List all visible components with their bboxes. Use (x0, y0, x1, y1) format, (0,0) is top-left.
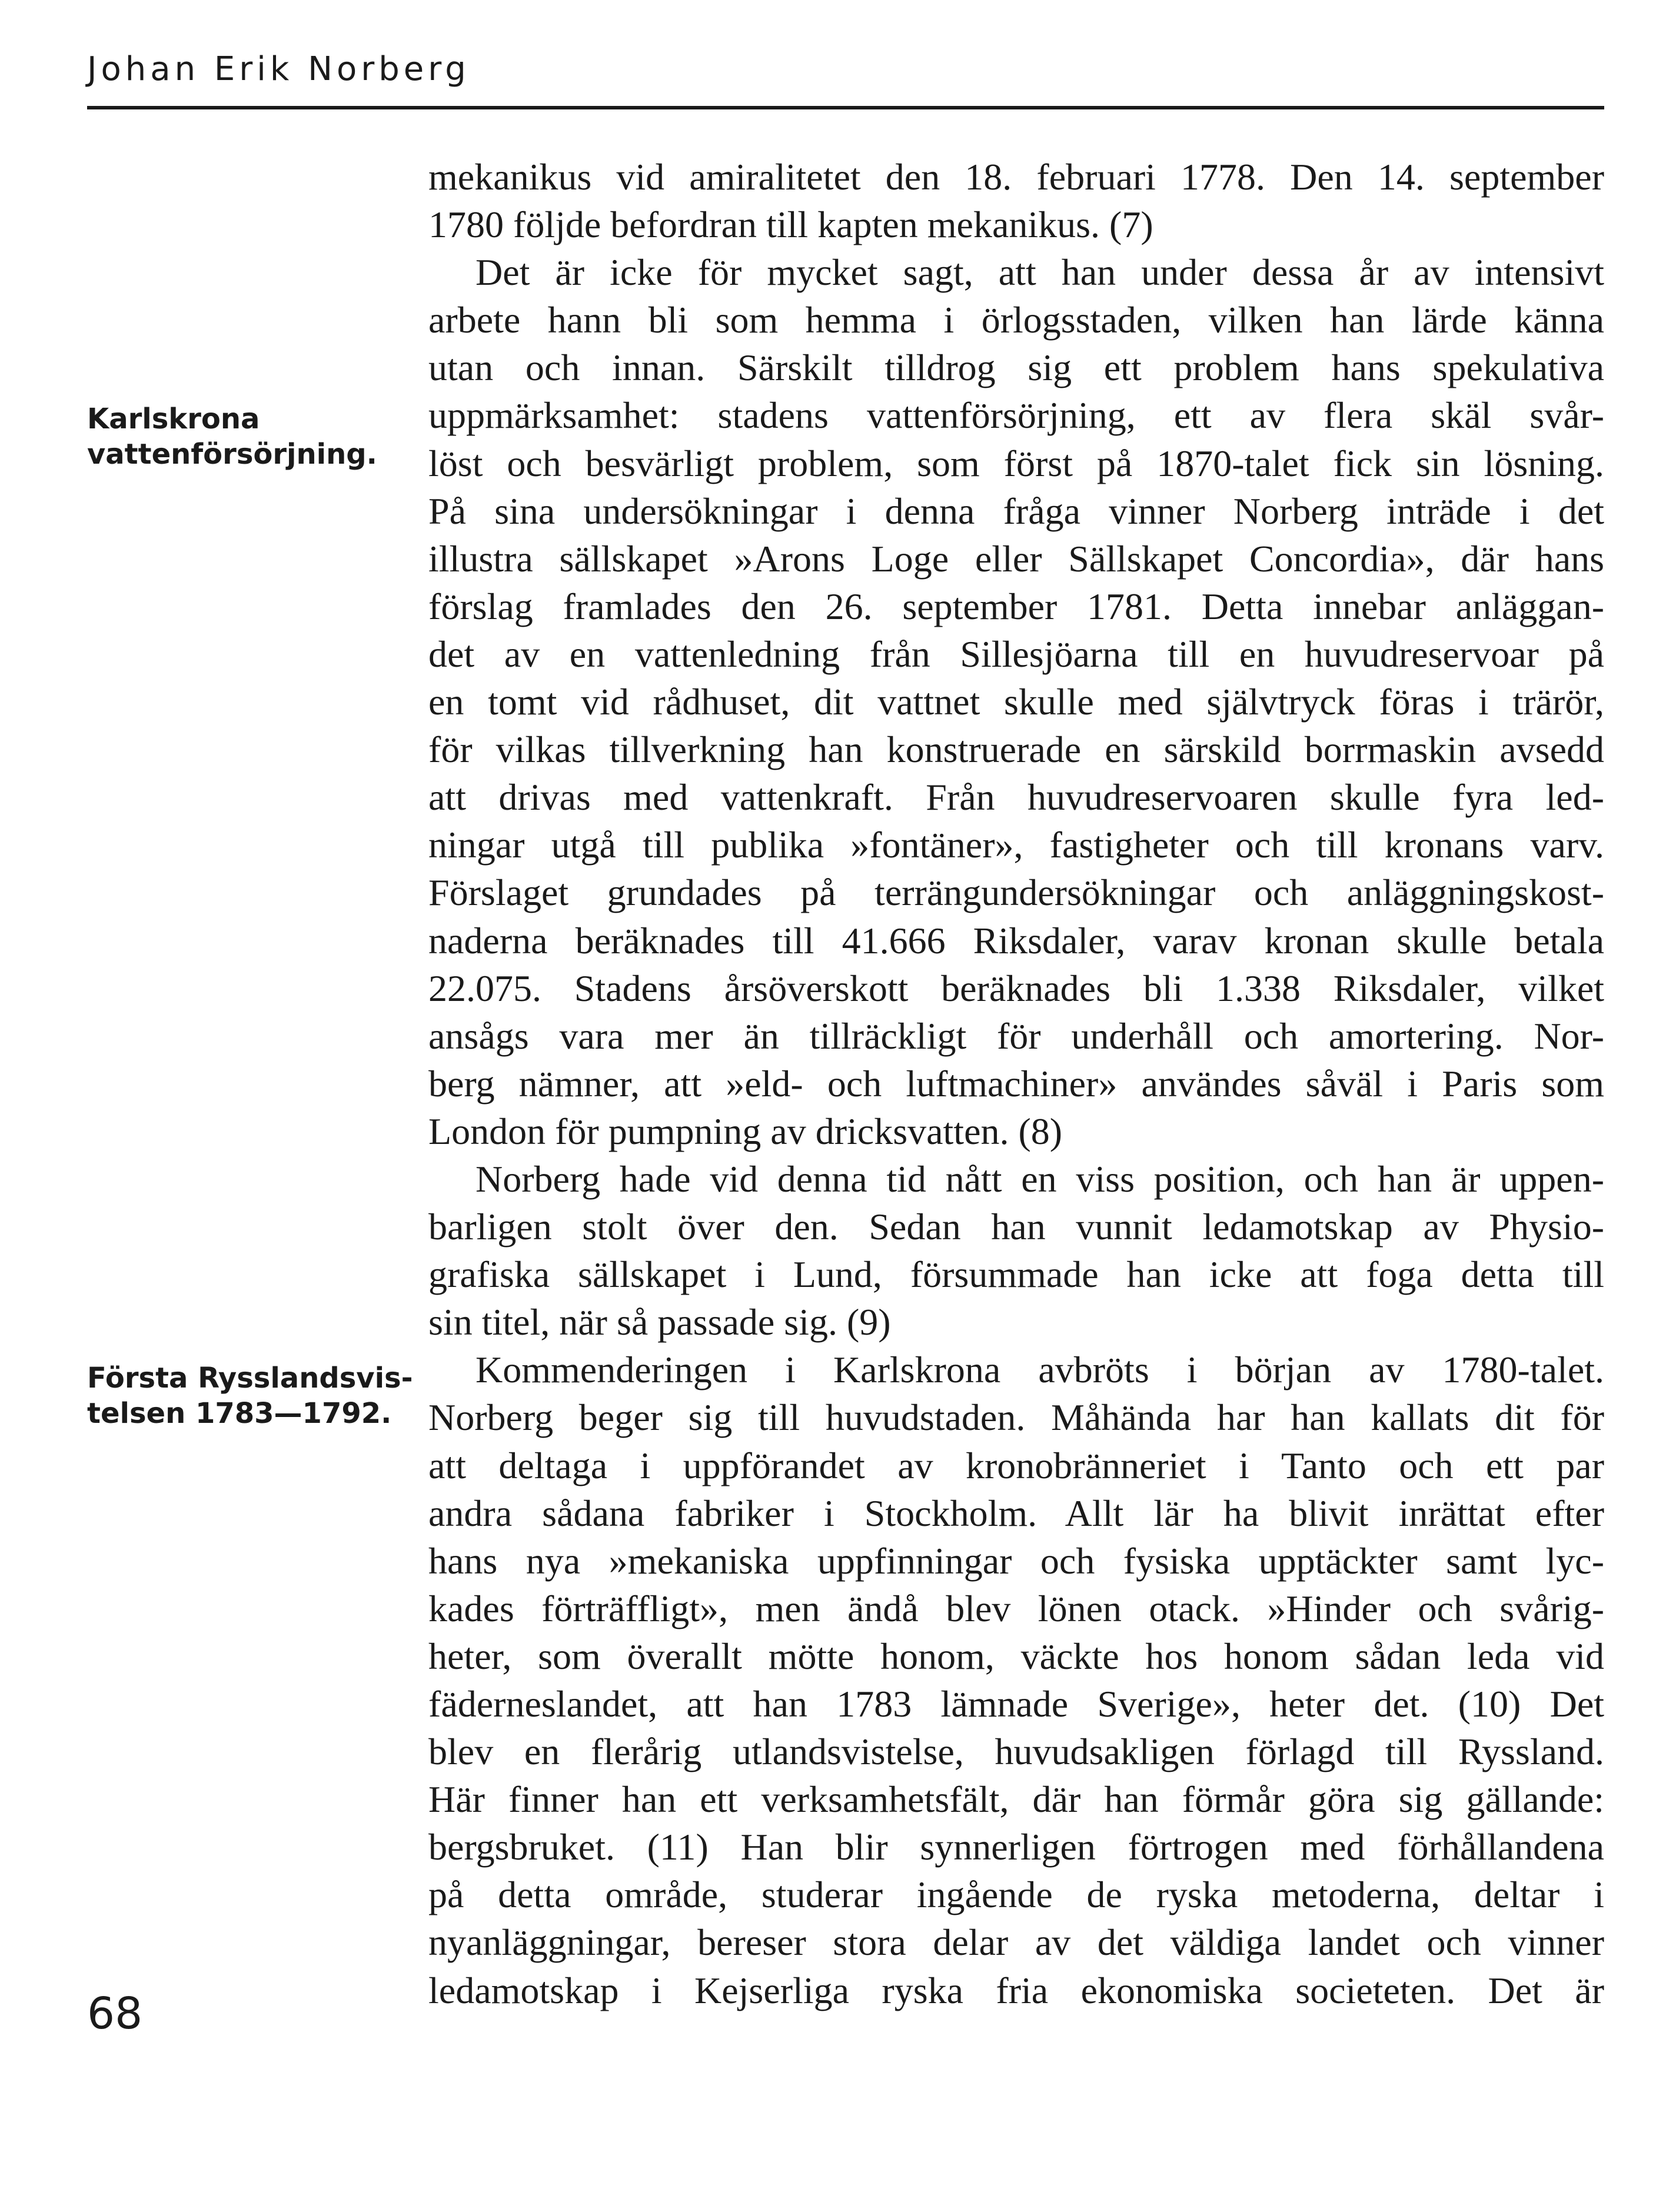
text-line: för vilkas tillverkning han konstruerade en särskild borrmaskin avsedd (428, 729, 1604, 771)
text-line: London för pumpning av dricksvatten. (8) (428, 1110, 1063, 1152)
margin-note-line: vattenförsörjning. (87, 438, 377, 471)
text-line: berg nämner, att »eld- och luftmachiner» användes såväl i Paris som (428, 1062, 1604, 1105)
text-line: andra sådana fabriker i Stockholm. Allt lär ha blivit inrättat efter (428, 1492, 1604, 1534)
body-text (428, 153, 1604, 2014)
page-number: 68 (87, 1988, 143, 2039)
text-line: ansågs vara mer än tillräckligt för underhåll och amortering. Nor- (428, 1014, 1604, 1057)
text-line: ningar utgå till publika »fontäner», fastigheter och till kronans varv. (428, 824, 1604, 866)
text-line: illustra sällskapet »Arons Loge eller Sällskapet Concordia», där hans (428, 537, 1604, 580)
margin-note-rysslandsvistelsen (87, 1361, 417, 1431)
text-line: uppmärksamhet: stadens vattenförsörjning, ett av flera skäl svår- (428, 394, 1604, 437)
text-line: mekanikus vid amiralitetet den 18. februari 1778. Den 14. september (428, 156, 1604, 198)
text-line: 1780 följde befordran till kapten mekanikus. (7) (428, 204, 1153, 246)
text-line: bergsbruket. (11) Han blir synnerligen förtrogen med förhållandena (428, 1826, 1604, 1868)
text-line: kades förträffligt», men ändå blev lönen otack. »Hinder och svårig- (428, 1587, 1604, 1629)
margin-note-line: Första Rysslandsvis- (87, 1362, 413, 1395)
text-line: naderna beräknades till 41.666 Riksdaler, varav kronan skulle betala (428, 919, 1604, 962)
text-line: att drivas med vattenkraft. Från huvudreservoaren skulle fyra led- (428, 776, 1604, 819)
margin-note-line: telsen 1783—1792. (87, 1397, 392, 1430)
text-line: nyanläggningar, bereser stora delar av det väldiga landet och vinner (428, 1921, 1604, 1964)
text-line: Det är icke för mycket sagt, att han under dessa år av intensivt (475, 251, 1604, 294)
running-title: Johan Erik Norberg (87, 50, 470, 88)
text-line: det av en vattenledning från Sillesjöarna till en huvudreservoar på (428, 633, 1604, 675)
text-line: Här finner han ett verksamhetsfält, där han förmår göra sig gällande: (428, 1778, 1604, 1821)
text-line: arbete hann bli som hemma i örlogsstaden, vilken han lärde känna (428, 299, 1604, 341)
text-line: att deltaga i uppförandet av kronobränneriet i Tanto och ett par (428, 1444, 1604, 1486)
text-line: grafiska sällskapet i Lund, försummade han icke att foga detta till (428, 1253, 1604, 1296)
text-line: blev en flerårig utlandsvistelse, huvudsakligen förlagd till Ryssland. (428, 1731, 1604, 1773)
text-line: utan och innan. Särskilt tilldrog sig ett problem hans spekulativa (428, 347, 1604, 389)
text-line: På sina undersökningar i denna fråga vinner Norberg inträde i det (428, 490, 1604, 532)
text-line: förslag framlades den 26. september 1781. Detta innebar anläggan- (428, 585, 1604, 627)
text-line: Kommenderingen i Karlskrona avbröts i början av 1780-talet. (475, 1349, 1604, 1391)
text-line: löst och besvärligt problem, som först på 1870-talet fick sin lösning. (428, 442, 1604, 484)
text-line: Norberg hade vid denna tid nått en viss position, och han är uppen- (475, 1157, 1604, 1200)
text-line: barligen stolt över den. Sedan han vunnit ledamotskap av Physio- (428, 1206, 1604, 1248)
text-line: en tomt vid rådhuset, dit vattnet skulle med självtryck föras i trärör, (428, 681, 1604, 723)
text-line: fäderneslandet, att han 1783 lämnade Sverige», heter det. (10) Det (428, 1683, 1604, 1725)
margin-note-karlskrona (87, 401, 417, 472)
text-line: Norberg beger sig till huvudstaden. Måhända har han kallats dit för (428, 1396, 1604, 1439)
text-line: på detta område, studerar ingående de ryska metoderna, deltar i (428, 1874, 1604, 1916)
text-line: sin titel, när så passade sig. (9) (428, 1301, 891, 1343)
text-line: hans nya »mekaniska uppfinningar och fysiska upptäckter samt lyc- (428, 1539, 1604, 1582)
text-line: heter, som överallt mötte honom, väckte hos honom sådan leda vid (428, 1635, 1604, 1677)
text-line: Förslaget grundades på terrängundersökningar och anläggningskost- (428, 872, 1604, 914)
header-rule (87, 106, 1604, 109)
text-line: 22.075. Stadens årsöverskott beräknades bli 1.338 Riksdaler, vilket (428, 967, 1604, 1009)
text-line: ledamotskap i Kejserliga ryska fria ekonomiska societeten. Det är (428, 1969, 1604, 2011)
margin-note-line: Karlskrona (87, 403, 260, 435)
